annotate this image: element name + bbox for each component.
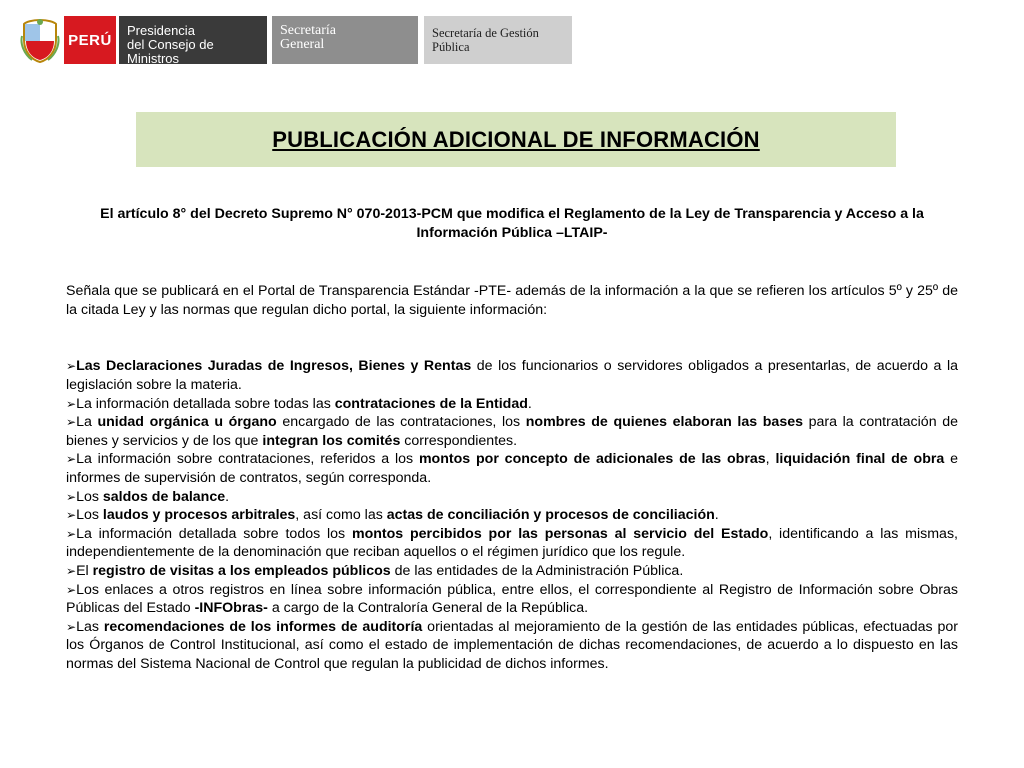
text: encargado de las contrataciones, los (276, 414, 526, 431)
bold-text: nombres de quienes elaboran las bases (525, 414, 803, 431)
text: e informes de supervisión de contratos, según corresponda. (66, 451, 959, 486)
arrow-bullet-icon: ➢ (66, 508, 77, 523)
text: La información detallada sobre todas las (76, 395, 335, 412)
text: para la contratación de bienes y servicios y de los que (66, 414, 958, 449)
bold-text: contrataciones de la Entidad (334, 395, 528, 412)
sgp-line-1: Secretaría de Gestión (432, 26, 539, 40)
list-item (66, 581, 958, 618)
intro-paragraph: El artículo 8° del Decreto Supremo N° 070-2013-PCM que modifica el Reglamento de la Ley de Transparencia y Acceso a la Información Pública –LTAIP- (100, 206, 924, 241)
arrow-bullet-icon: ➢ (66, 526, 77, 541)
text: . (714, 507, 719, 524)
information-list (66, 357, 958, 673)
text: Los (76, 507, 103, 524)
text: El (76, 562, 93, 579)
list-item (66, 357, 958, 394)
bold-text: montos percibidos por las personas al servicio del Estado (351, 525, 769, 542)
arrow-bullet-icon: ➢ (66, 415, 77, 430)
text: La información sobre contrataciones, referidos a los (76, 451, 419, 468)
pcm-line-2: del Consejo de Ministros (127, 37, 214, 66)
title-banner (136, 112, 896, 167)
bold-text: liquidación final de obra (775, 451, 945, 468)
arrow-bullet-icon: ➢ (66, 582, 77, 597)
text: de los funcionarios o servidores obligados a presentarlas, de acuerdo a la legislación sobre la materia. (66, 358, 959, 393)
arrow-bullet-icon: ➢ (66, 489, 77, 504)
text: , así como las (295, 507, 387, 524)
pcm-logo (119, 16, 267, 64)
bold-text: registro de visitas a los empleados públicos (92, 562, 391, 579)
main-paragraph: Señala que se publicará en el Portal de Transparencia Estándar -PTE- además de la información a la que se refieren los artículos 5º y 25º de la citada Ley y las normas que regulan dicho portal, la siguiente información: (66, 283, 958, 318)
text: Las (76, 618, 104, 635)
list-item (66, 450, 958, 487)
bold-text: -INFObras- (194, 600, 268, 617)
sg-line-1: Secretaría (280, 23, 336, 38)
secretaria-gestion-publica-logo (424, 16, 572, 64)
sg-line-2: General (280, 37, 325, 52)
text: Los (76, 488, 103, 505)
text: a cargo de la Contraloría General de la República. (267, 600, 589, 617)
bold-text: montos por concepto de adicionales de las obras (418, 451, 766, 468)
page-title: PUBLICACIÓN ADICIONAL DE INFORMACIÓN (272, 126, 760, 152)
list-item (66, 488, 958, 507)
bold-text: saldos de balance (102, 488, 226, 505)
text: . (225, 488, 230, 505)
arrow-bullet-icon: ➢ (66, 452, 77, 467)
list-item (66, 395, 958, 414)
text: orientadas al mejoramiento de la gestión de las entidades públicas, efectuadas por los Órganos de Control Institucional, así como el estado de implementación de dichas recomendaciones, de acuerdo a lo dispuesto en las normas del Sistema Nacional de Control que regulan la publicidad de dichos informes. (66, 618, 958, 672)
text: , (765, 451, 776, 468)
text: La información detallada sobre todos los (76, 525, 352, 542)
list-item (66, 413, 958, 450)
arrow-bullet-icon: ➢ (66, 359, 77, 374)
list-item (66, 618, 958, 674)
list-item (66, 506, 958, 525)
sgp-line-2: Pública (432, 40, 470, 54)
bold-text: integran los comités (262, 432, 401, 449)
bold-text: Las Declaraciones Juradas de Ingresos, Bienes y Rentas (76, 358, 472, 375)
secretaria-general-logo (272, 16, 418, 64)
text: La (76, 414, 98, 431)
bold-text: recomendaciones de los informes de auditoría (103, 618, 423, 635)
bold-text: laudos y procesos arbitrales (102, 507, 296, 524)
list-item (66, 525, 958, 562)
bold-text: actas de conciliación y procesos de conciliación (386, 507, 715, 524)
document-body (66, 205, 958, 673)
text: de las entidades de la Administración Pública. (390, 562, 684, 579)
arrow-bullet-icon: ➢ (66, 396, 77, 411)
arrow-bullet-icon: ➢ (66, 563, 77, 578)
pcm-line-1: Presidencia (127, 23, 195, 38)
arrow-bullet-icon: ➢ (66, 619, 77, 634)
peru-coat-of-arms-icon (20, 18, 60, 64)
bold-text: unidad orgánica u órgano (97, 414, 277, 431)
peru-logo: PERÚ (64, 16, 116, 64)
list-item (66, 562, 958, 581)
text: , identificando a las mismas, independientemente de la denominación que reciban aquellos o el régimen jurídico que los regule. (66, 525, 958, 561)
text: correspondientes. (400, 432, 518, 449)
text: . (527, 395, 532, 412)
text: Los enlaces a otros registros en línea sobre información pública, entre ellos, el correspondiente al Registro de Información sobre Obras Públicas del Estado (66, 581, 958, 617)
